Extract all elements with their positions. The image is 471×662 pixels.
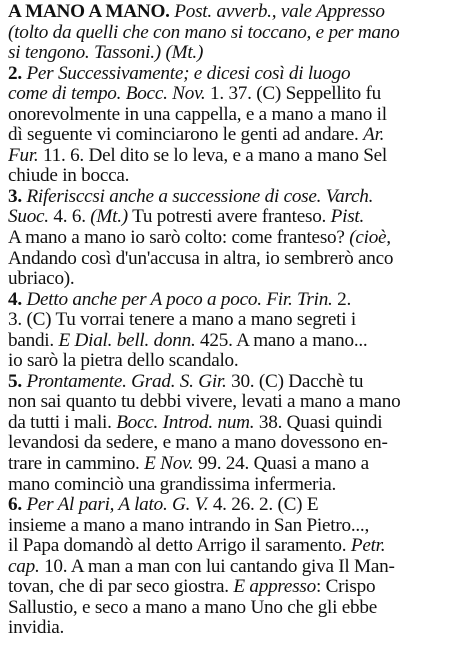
text-line <box>8 43 461 64</box>
text-segment: A mano a mano io sarò colto: come franteso? <box>8 228 350 249</box>
italic-text: Post. avverb., vale Appresso <box>169 2 385 22</box>
text-segment: dì seguente vi cominciarono le genti ad andare. <box>8 125 364 146</box>
italic-text: E Nov. <box>144 454 194 475</box>
text-segment: da tutti i mali. <box>8 412 117 433</box>
text-line <box>8 64 461 85</box>
text-line <box>8 475 461 496</box>
italic-text: Fur. <box>8 145 39 166</box>
text-segment: Tu potresti avere franteso. <box>127 207 331 228</box>
text-segment: chiude in bocca. <box>8 166 130 187</box>
text-line <box>8 372 461 393</box>
italic-text: cap. <box>8 556 40 577</box>
text-segment: onorevolmente in una cappella, e a mano a mano il <box>8 104 387 125</box>
text-segment: 99. 24. Quasi a mano a <box>193 454 369 475</box>
text-line <box>8 269 461 290</box>
text-segment: 10. A man a man con lui cantando giva Il Man- <box>39 556 395 577</box>
italic-text: Per Successivamente; e dicesi così di luogo <box>21 63 351 84</box>
italic-text: (Mt.) <box>90 207 128 228</box>
text-line <box>8 454 461 475</box>
headword-or-sense-number: 3. <box>8 186 22 207</box>
italic-text: Pist. <box>330 207 365 228</box>
text-line <box>8 146 461 167</box>
text-segment: invidia. <box>8 618 65 639</box>
text-line <box>8 331 461 352</box>
text-segment: levandosi da sedere, e mano a mano dovessono en- <box>8 433 388 454</box>
text-line <box>8 187 461 208</box>
text-line <box>8 207 461 228</box>
headword-or-sense-number: 6. <box>8 495 22 516</box>
text-line <box>8 84 461 105</box>
italic-text: (tolto da quelli che con mano si toccano, e per mano <box>8 22 400 43</box>
text-segment: 11. 6. Del dito se lo leva, e a mano a mano Sel <box>38 145 388 166</box>
text-line <box>8 392 461 413</box>
text-line <box>8 598 461 619</box>
text-line <box>8 310 461 331</box>
text-segment: il Papa domandò al detto Arrigo il saramento. <box>8 536 351 557</box>
text-line <box>8 618 461 639</box>
text-line <box>8 495 461 516</box>
text-segment: bandi. <box>8 330 59 351</box>
italic-text: Riferisccsi anche a successione di cose. Varch. <box>21 186 374 207</box>
text-line <box>8 2 461 23</box>
italic-text: Bocc. Introd. num. <box>116 412 255 433</box>
headword-or-sense-number: 2. <box>8 63 22 84</box>
text-line <box>8 516 461 537</box>
text-segment: 38. Quasi quindi <box>254 412 383 433</box>
text-line <box>8 125 461 146</box>
text-line <box>8 557 461 578</box>
text-line <box>8 105 461 126</box>
text-line <box>8 577 461 598</box>
italic-text: Suoc. <box>8 207 49 228</box>
headword-or-sense-number: 5. <box>8 371 22 392</box>
headword-or-sense-number: A MANO A MANO. <box>8 2 170 22</box>
text-segment: Sallustio, e seco a mano a mano Uno che gli ebbe <box>8 597 377 618</box>
text-line <box>8 228 461 249</box>
headword-or-sense-number: 4. <box>8 289 22 310</box>
text-segment: 30. (C) Dacchè tu <box>226 371 364 392</box>
text-segment: 425. A mano a mano... <box>195 330 368 351</box>
text-segment: 1. 37. (C) Seppellito fu <box>205 84 381 105</box>
text-line <box>8 433 461 454</box>
text-segment: non sai quanto tu debbi vivere, levati a mano a mano <box>8 392 401 413</box>
text-line <box>8 23 461 44</box>
dictionary-entry-a-mano-a-mano <box>8 2 461 639</box>
text-segment: Andando così d'un'accusa in altra, io sembrerò anco <box>8 248 394 269</box>
text-line <box>8 290 461 311</box>
text-segment: mano cominciò una grandissima infermeria. <box>8 474 337 495</box>
text-segment: trare in cammino. <box>8 454 145 475</box>
italic-text: Petr. <box>350 536 386 557</box>
italic-text: Detto anche per A poco a poco. Fir. Trin. <box>21 289 333 310</box>
text-segment: io sarò la pietra dello scandalo. <box>8 351 239 372</box>
text-line <box>8 536 461 557</box>
italic-text: Prontamente. Grad. S. Gir. <box>21 371 227 392</box>
text-segment: 4. 6. <box>48 207 91 228</box>
italic-text: Ar. <box>363 125 385 146</box>
text-segment: 4. 26. 2. (C) E <box>208 495 319 516</box>
text-line <box>8 413 461 434</box>
italic-text: (cioè, <box>349 228 391 249</box>
text-segment: tovan, che di par seco giostra. <box>8 577 234 598</box>
text-segment: : Crispo <box>315 577 376 598</box>
text-segment: insieme a mano a mano intrando in San Pietro..., <box>8 515 370 536</box>
text-line <box>8 351 461 372</box>
text-line <box>8 249 461 270</box>
text-segment: 3. (C) Tu vorrai tenere a mano a mano segreti i <box>8 310 356 331</box>
text-line <box>8 166 461 187</box>
italic-text: Per Al pari, A lato. G. V. <box>21 495 209 516</box>
italic-text: come di tempo. Bocc. Nov. <box>8 84 206 105</box>
italic-text: si tengono. Tassoni.) (Mt.) <box>8 43 204 64</box>
text-segment: 2. <box>332 289 352 310</box>
italic-text: E Dial. bell. donn. <box>58 330 196 351</box>
italic-text: E appresso <box>233 577 316 598</box>
text-segment: ubriaco). <box>8 269 75 290</box>
